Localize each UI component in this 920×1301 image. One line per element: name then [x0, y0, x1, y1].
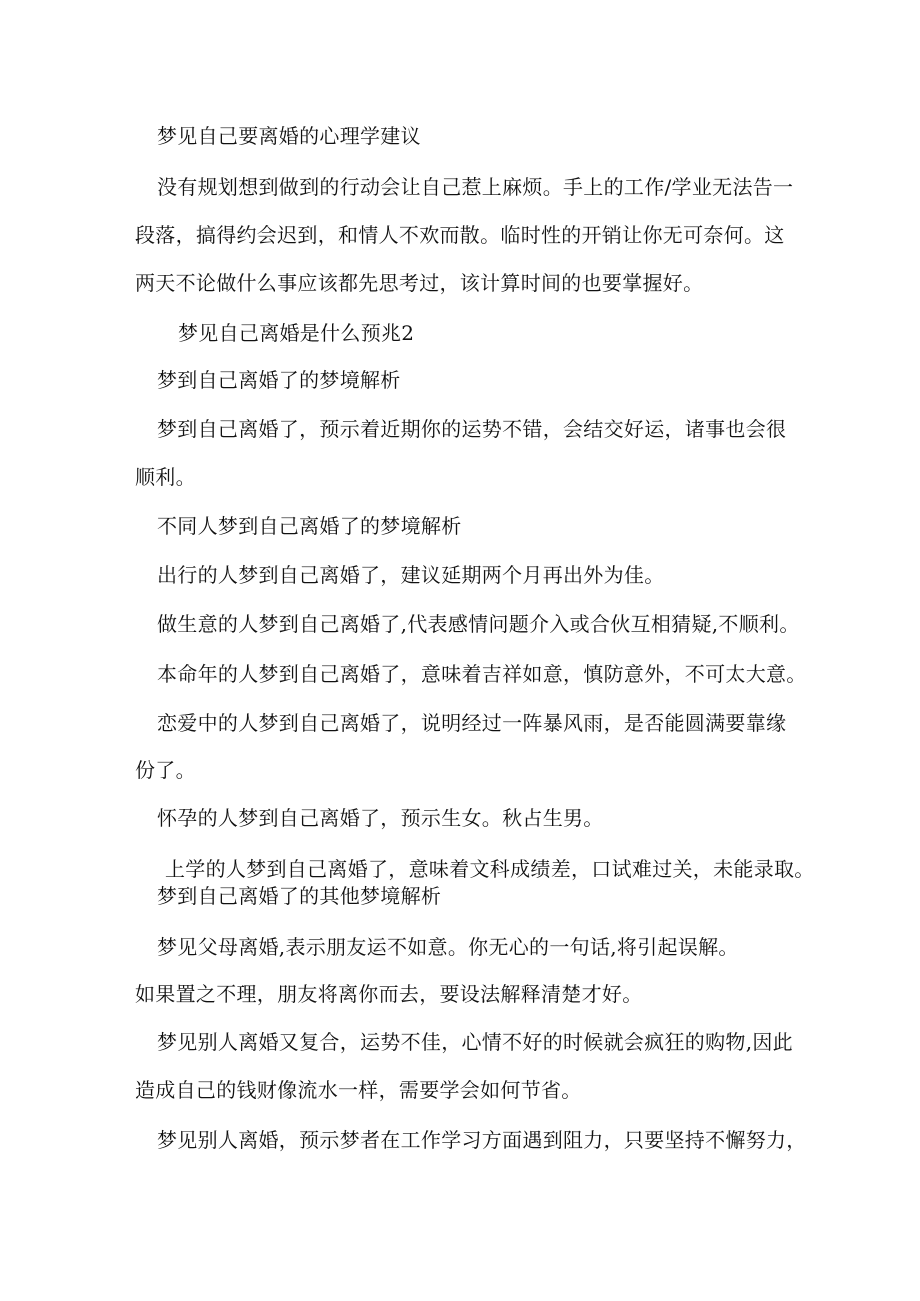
paragraph-line: 造成自己的钱财像流水一样，需要学会如何节省。	[135, 1078, 582, 1102]
paragraph-travel: 出行的人梦到自己离婚了，建议延期两个月再出外为佳。	[157, 563, 665, 587]
paragraph-benmingnian: 本命年的人梦到自己离婚了，意味着吉祥如意，慎防意外，不可太大意。	[157, 662, 807, 686]
paragraph-student: 上学的人梦到自己离婚了，意味着文科成绩差，口试难过关，未能录取。	[165, 857, 815, 881]
paragraph-line: 段落，搞得约会迟到，和情人不欢而散。临时性的开销让你无可奈何。这	[135, 223, 785, 247]
paragraph-line: 梦见父母离婚,表示朋友运不如意。你无心的一句话,将引起误解。	[157, 935, 739, 959]
paragraph-pregnant: 怀孕的人梦到自己离婚了，预示生女。秋占生男。	[157, 806, 604, 830]
paragraph-line: 两天不论做什么事应该都先思考过，该计算时间的也要掌握好。	[135, 271, 704, 295]
paragraph-others-divorce: 梦见别人离婚，预示梦者在工作学习方面遇到阻力，只要坚持不懈努力，	[157, 1128, 807, 1152]
paragraph-business: 做生意的人梦到自己离婚了,代表感情问题介入或合伙互相猜疑,不顺利。	[157, 612, 800, 636]
heading-dream-analysis: 梦到自己离婚了的梦境解析	[157, 368, 401, 392]
heading-other: 梦到自己离婚了的其他梦境解析	[157, 884, 442, 908]
section-title: 梦见自己离婚是什么预兆2	[178, 321, 415, 345]
paragraph-line: 份了。	[135, 758, 196, 782]
paragraph-line: 没有规划想到做到的行动会让自己惹上麻烦。手上的工作/学业无法告一	[157, 175, 794, 199]
paragraph-line: 梦到自己离婚了，预示着近期你的运势不错，会结交好运，诸事也会很	[157, 417, 787, 441]
paragraph-line: 顺利。	[135, 465, 196, 489]
heading-different-people: 不同人梦到自己离婚了的梦境解析	[157, 514, 462, 538]
paragraph-line: 恋爱中的人梦到自己离婚了，说明经过一阵暴风雨，是否能圆满要靠缘	[157, 711, 787, 735]
heading-psych-advice: 梦见自己要离婚的心理学建议	[157, 124, 421, 148]
paragraph-line: 梦见别人离婚又复合，运势不佳，心情不好的时候就会疯狂的购物,因此	[157, 1030, 793, 1054]
paragraph-line: 如果置之不理，朋友将离你而去，要设法解释清楚才好。	[135, 982, 643, 1006]
